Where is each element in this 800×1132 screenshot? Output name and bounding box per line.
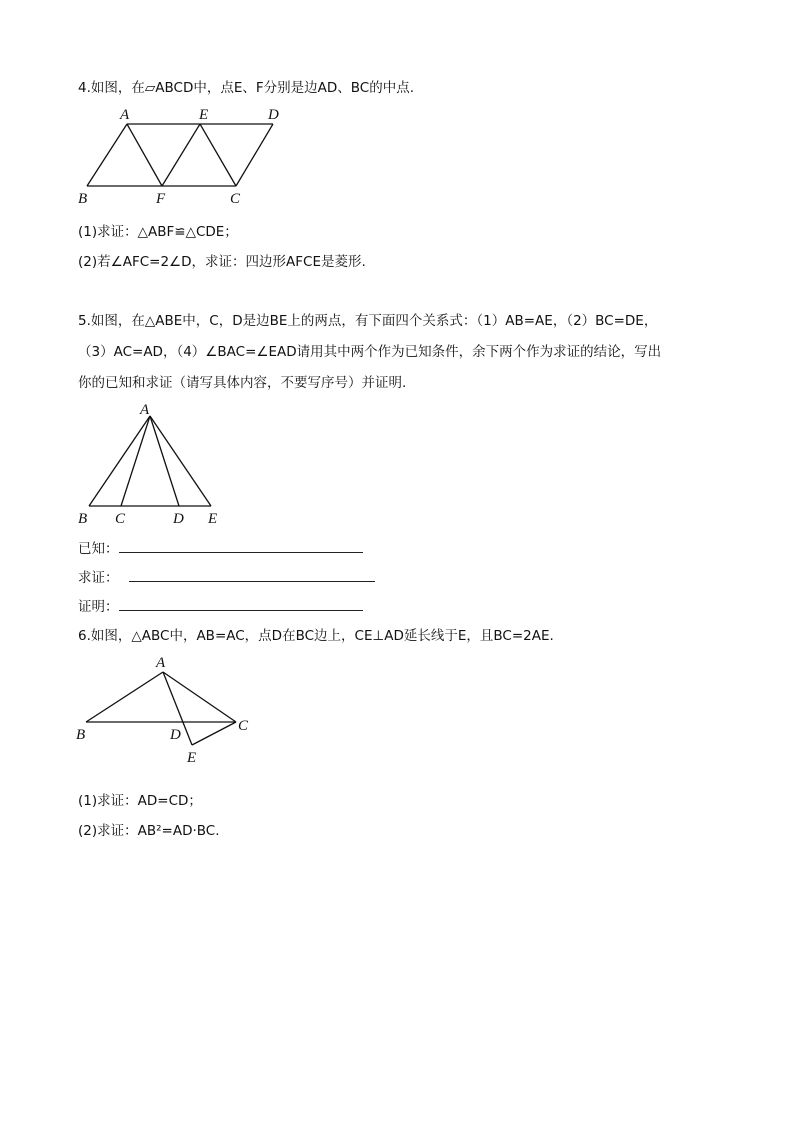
q5-label-c: C (115, 511, 126, 527)
q4-label-a: A (120, 107, 130, 123)
q5-stem-line2: （3）AC=AD，（4）∠BAC=∠EAD请用其中两个作为已知条件，余下两个作为求证的结论，写出 (78, 344, 662, 360)
q5-stem-line3: 你的已知和求证（请写具体内容，不要写序号）并证明. (78, 375, 407, 391)
q5-prove-blank[interactable] (129, 567, 375, 582)
q6-label-e: E (187, 750, 197, 766)
q5-proof-label: 证明： (78, 599, 119, 615)
q6-label-b: B (76, 727, 86, 743)
q4-part2: (2)若∠AFC=2∠D，求证：四边形AFCE是菱形. (78, 254, 366, 270)
q5-known-row (78, 538, 363, 559)
q6-part2: (2)求证：AB²=AD·BC. (78, 823, 220, 839)
q6-part1: (1)求证：AD=CD； (78, 793, 202, 809)
q5-proof-blank[interactable] (119, 596, 363, 611)
q4-part1: (1)求证：△ABF≌△CDE； (78, 224, 238, 240)
q4-label-d: D (268, 107, 279, 123)
q6-triangle-figure (70, 650, 270, 770)
q6-label-c: C (238, 718, 249, 734)
q5-label-d: D (173, 511, 184, 527)
q6-stem: 6.如图，△ABC中，AB=AC，点D在BC边上，CE⊥AD延长线于E，且BC=2AE. (78, 628, 554, 644)
q5-proof-row (78, 596, 363, 617)
q4-parallelogram-figure (70, 100, 310, 210)
q4-label-c: C (230, 191, 241, 207)
q5-prove-row (78, 567, 375, 588)
q4-stem: 4.如图，在▱ABCD中，点E、F分别是边AD、BC的中点. (78, 80, 415, 96)
q6-label-d: D (170, 727, 181, 743)
q6-label-a: A (156, 655, 166, 671)
q5-triangle-figure (70, 398, 240, 528)
q4-label-b: B (78, 191, 88, 207)
q5-label-e: E (208, 511, 218, 527)
q5-stem-line1: 5.如图，在△ABE中，C，D是边BE上的两点，有下面四个关系式：（1）AB=AE，（2）BC=DE， (78, 313, 658, 329)
q5-known-label: 已知： (78, 541, 119, 557)
q4-label-f: F (156, 191, 166, 207)
q5-known-blank[interactable] (119, 538, 363, 553)
q4-label-e: E (199, 107, 209, 123)
q5-label-b: B (78, 511, 88, 527)
q5-prove-label: 求证： (78, 570, 119, 586)
q5-label-a: A (140, 402, 150, 418)
